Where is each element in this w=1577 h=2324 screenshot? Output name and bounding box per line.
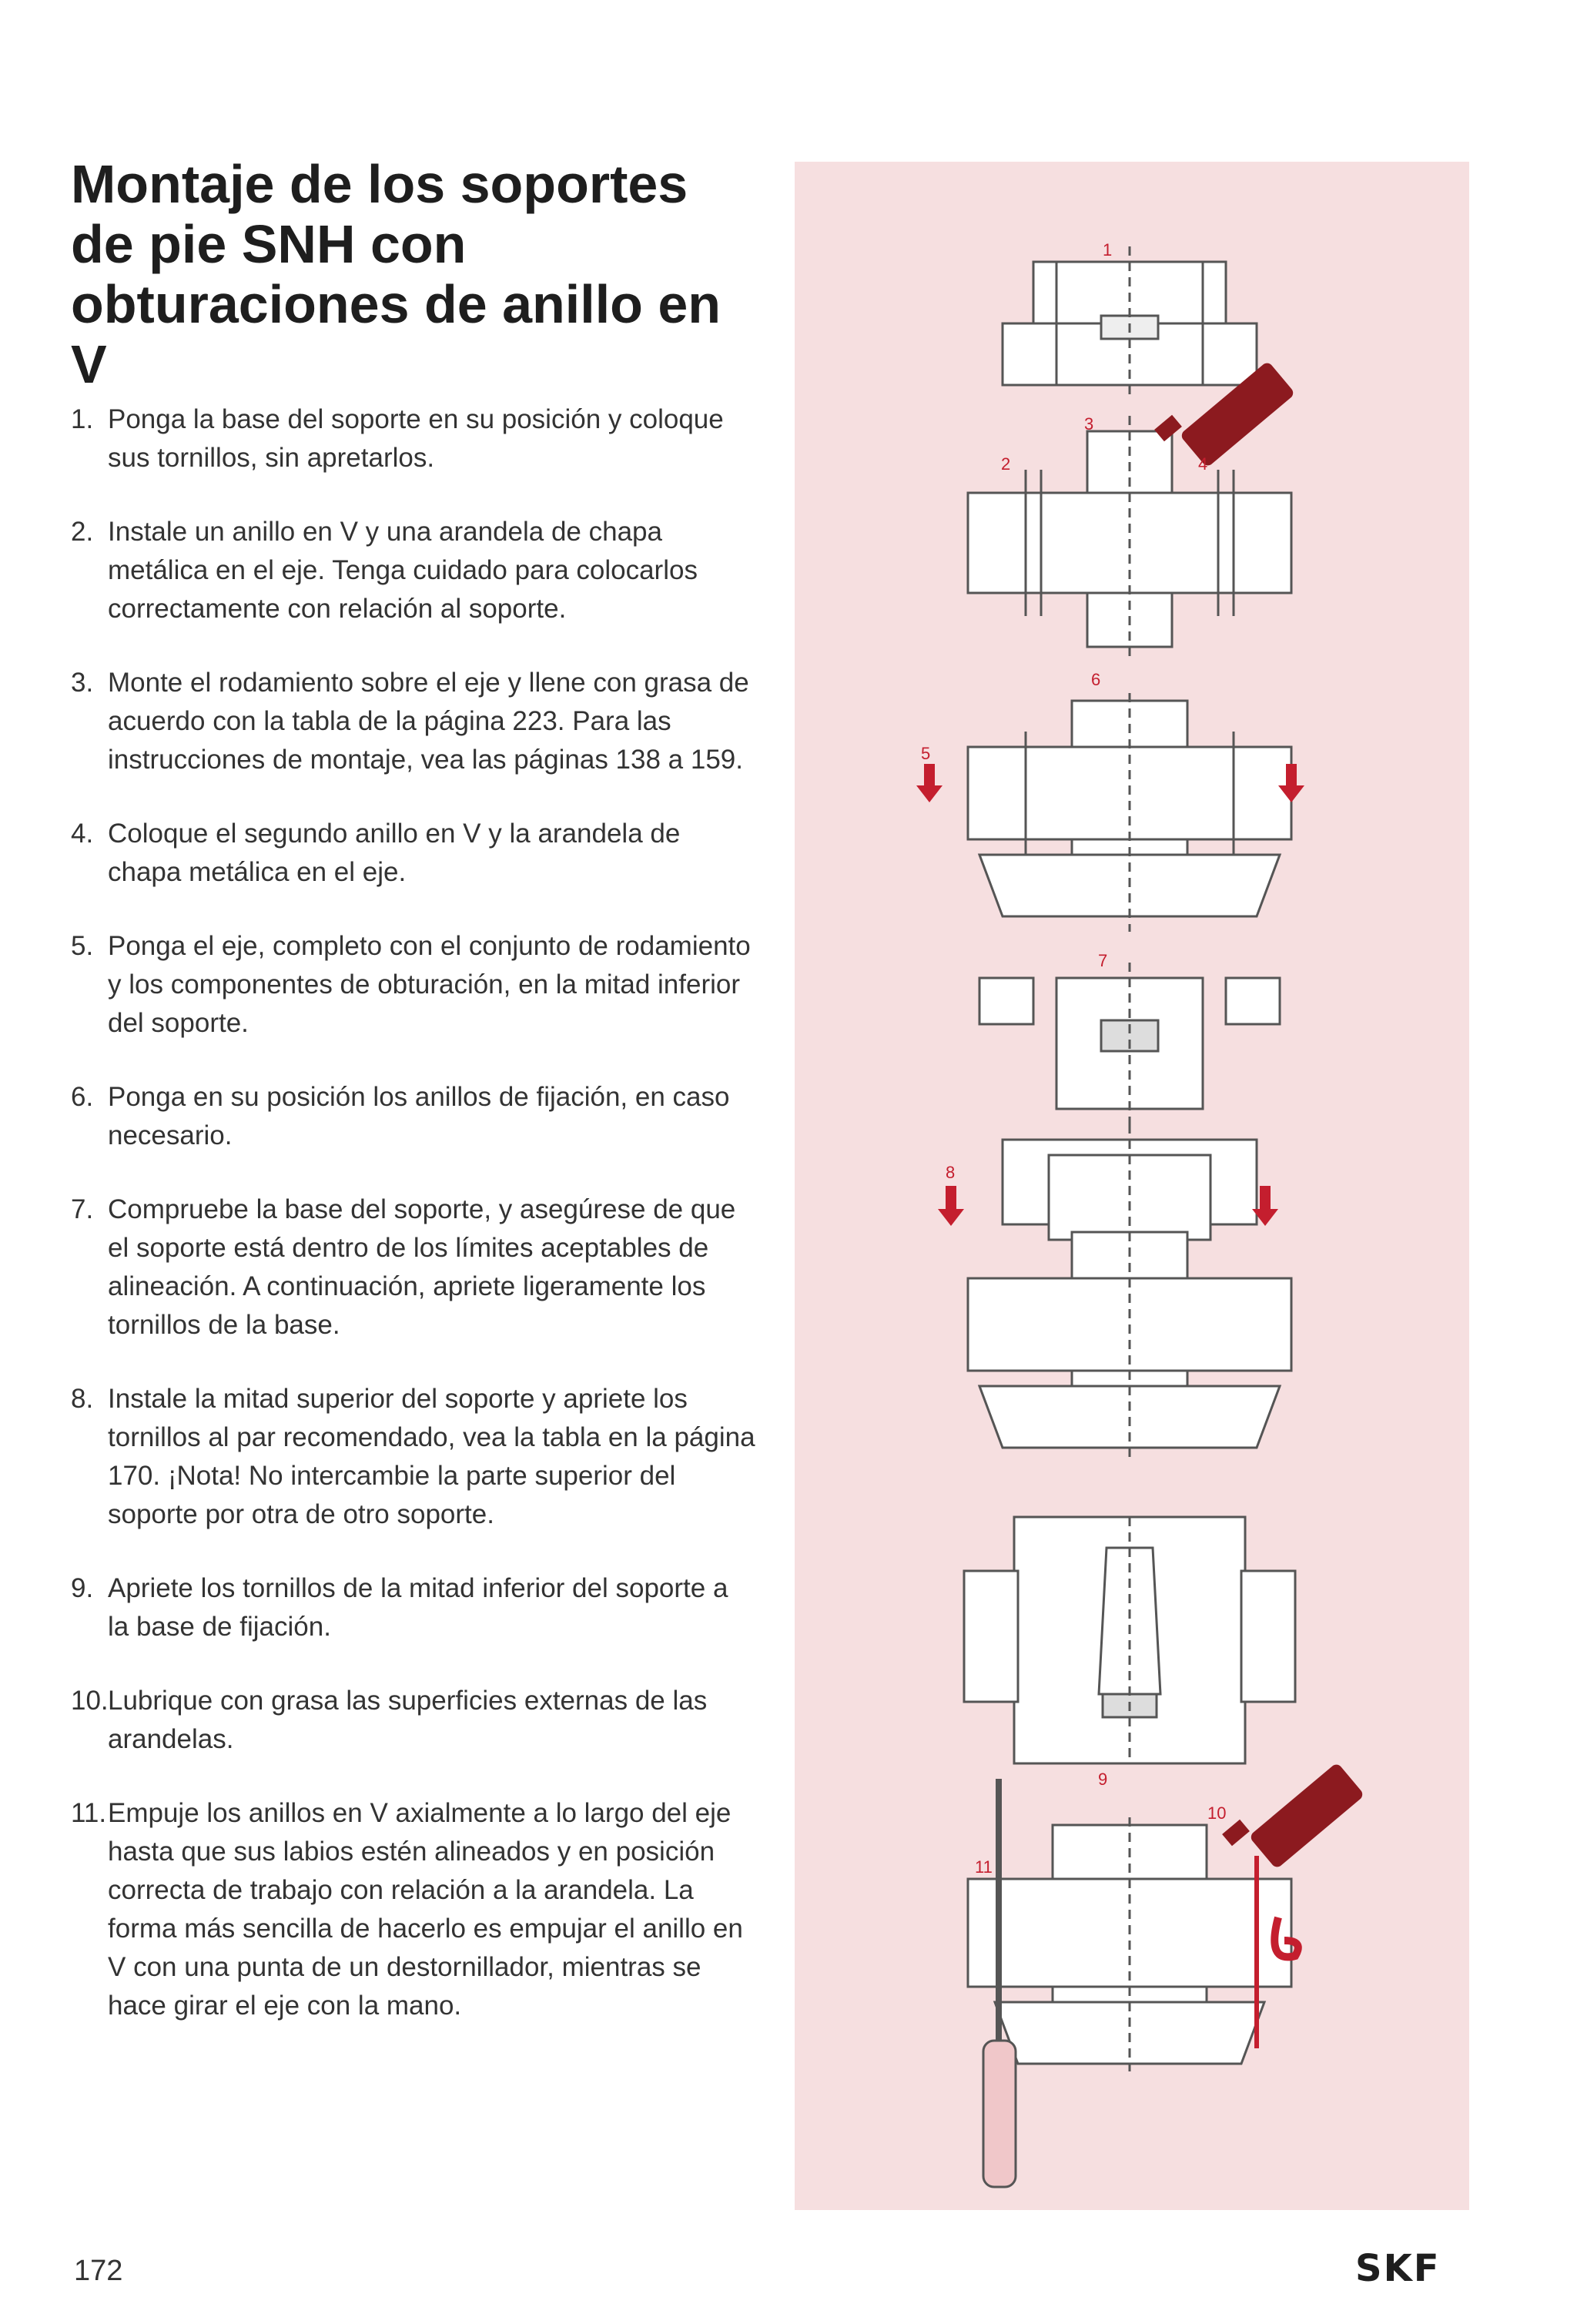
step-number: 1. xyxy=(71,404,94,434)
callout-1: 1 xyxy=(1103,240,1113,260)
instruction-step xyxy=(71,815,756,892)
page-number: 172 xyxy=(74,2255,123,2287)
instruction-step xyxy=(71,1190,756,1345)
callout-5: 5 xyxy=(921,744,931,763)
instruction-step xyxy=(71,664,756,779)
step-text: Ponga la base del soporte en su posición y coloque sus tornillos, sin apretarlos. xyxy=(108,404,724,473)
step-number: 5. xyxy=(71,931,94,961)
step-number: 4. xyxy=(71,819,94,849)
instruction-list xyxy=(71,400,756,2061)
v-ring-push-7 xyxy=(968,1817,1291,2071)
grease-tube-icon xyxy=(1222,1762,1364,1869)
step-number: 3. xyxy=(71,668,94,698)
step-text: Ponga el eje, completo con el conjunto de rodamiento y los componentes de obturación, en la mitad inferior del soporte. xyxy=(108,931,751,1038)
page-title: Montaje de los soportes de pie SNH con obturaciones de anillo en V xyxy=(71,154,722,394)
step-number: 8. xyxy=(71,1384,94,1414)
step-text: Empuje los anillos en V axialmente a lo largo del eje hasta que sus labios estén alineados y en posición correcta de trabajo con relación a la arandela. La forma más sencilla de hacerlo es empujar el anillo en V con una punta de un destornillador, mientras se hace girar el eje con la mano. xyxy=(108,1798,743,2021)
instruction-step xyxy=(71,1569,756,1646)
step-text: Instale un anillo en V y una arandela de chapa metálica en el eje. Tenga cuidado para colocarlos correctamente con relación al soporte. xyxy=(108,517,698,624)
brand-logo: SKF xyxy=(1355,2247,1441,2290)
callout-7: 7 xyxy=(1098,951,1108,970)
step-number: 11. xyxy=(71,1798,107,1828)
callout-11: 11 xyxy=(975,1857,993,1877)
instruction-step xyxy=(71,927,756,1043)
callout-10: 10 xyxy=(1207,1803,1227,1823)
step-text: Compruebe la base del soporte, y asegúrese de que el soporte está dentro de los límites aceptables de alineación. A continuación, apriete ligeramente los tornillos de la base. xyxy=(108,1194,736,1340)
step-number: 9. xyxy=(71,1573,94,1603)
callout-4: 4 xyxy=(1198,454,1208,474)
step-text: Monte el rodamiento sobre el eje y llene con grasa de acuerdo con la tabla de la página 223. Para las instrucciones de montaje, vea las páginas 138 a 159. xyxy=(108,668,749,775)
step-text: Ponga en su posición los anillos de fijación, en caso necesario. xyxy=(108,1082,730,1150)
instruction-step xyxy=(71,513,756,628)
step-number: 6. xyxy=(71,1082,94,1112)
callout-8: 8 xyxy=(946,1163,956,1182)
callout-2: 2 xyxy=(1001,454,1011,474)
shaft-assembly-2 xyxy=(968,416,1291,662)
step-number: 7. xyxy=(71,1194,94,1224)
complete-housing-6 xyxy=(964,1517,1295,1763)
assembly-illustration xyxy=(795,162,1469,2210)
callout-6: 6 xyxy=(1091,670,1101,689)
instruction-step xyxy=(71,1078,756,1155)
housing-base-1 xyxy=(1003,246,1257,400)
upper-housing-install-5 xyxy=(968,1124,1291,1463)
callout-3: 3 xyxy=(1084,414,1094,434)
instruction-step xyxy=(71,400,756,477)
step-text: Coloque el segundo anillo en V y la arandela de chapa metálica en el eje. xyxy=(108,819,681,887)
instruction-step xyxy=(71,1380,756,1534)
callout-9: 9 xyxy=(1098,1770,1108,1789)
assembly-drawing xyxy=(795,162,1469,2210)
step-number: 2. xyxy=(71,517,94,547)
housing-base-check-4 xyxy=(979,963,1280,1124)
step-text: Apriete los tornillos de la mitad inferior del soporte a la base de fijación. xyxy=(108,1573,728,1642)
step-number: 10. xyxy=(71,1686,109,1716)
instruction-step xyxy=(71,1682,756,1759)
step-text: Instale la mitad superior del soporte y apriete los tornillos al par recomendado, vea la tabla en la página 170. ¡Nota! No intercambie la parte superior del soporte por otra de otro soporte. xyxy=(108,1384,755,1529)
step-text: Lubrique con grasa las superficies externas de las arandelas. xyxy=(108,1686,708,1754)
shaft-in-lower-housing-3 xyxy=(968,693,1291,932)
instruction-step xyxy=(71,1794,756,2025)
